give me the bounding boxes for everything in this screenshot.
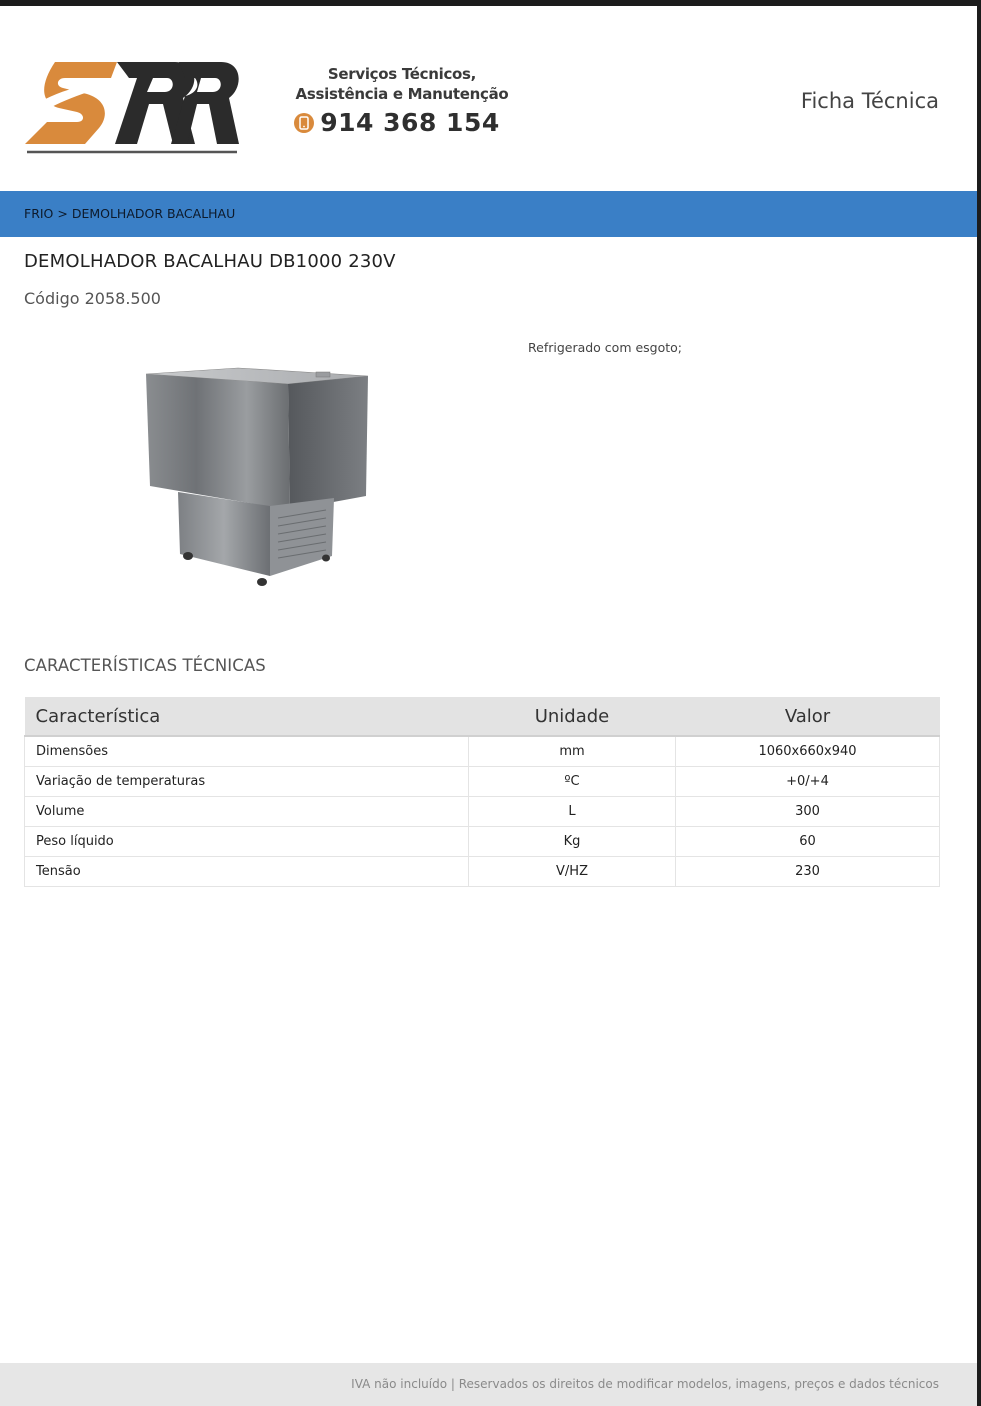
column-header-value: Valor	[676, 697, 940, 736]
company-logo	[25, 56, 241, 156]
table-row	[25, 797, 940, 827]
cell-value: +0/+4	[676, 767, 940, 797]
table-row	[25, 827, 940, 857]
product-image	[140, 358, 376, 588]
right-border	[977, 0, 981, 1406]
cell-unit: V/HZ	[469, 857, 676, 887]
table-row	[25, 767, 940, 797]
breadcrumb-bar	[0, 191, 977, 237]
cell-feature: Variação de temperaturas	[25, 767, 469, 797]
phone-icon	[294, 113, 314, 133]
specs-section-title: CARACTERÍSTICAS TÉCNICAS	[24, 656, 266, 675]
product-title: DEMOLHADOR BACALHAU DB1000 230V	[24, 251, 396, 272]
cell-value: 1060x660x940	[676, 736, 940, 767]
product-description: Refrigerado com esgoto;	[528, 340, 683, 355]
cell-unit: ºC	[469, 767, 676, 797]
column-header-feature: Característica	[25, 697, 469, 736]
tagline-line-2: Assistência e Manutenção	[295, 85, 509, 103]
cell-value: 300	[676, 797, 940, 827]
document-type-title: Ficha Técnica	[800, 89, 939, 113]
table-row	[25, 736, 940, 767]
document-page	[0, 6, 977, 1406]
tagline-line-1: Serviços Técnicos,	[327, 65, 477, 83]
cell-unit: L	[469, 797, 676, 827]
cell-feature: Volume	[25, 797, 469, 827]
table-row	[25, 857, 940, 887]
column-header-unit: Unidade	[469, 697, 676, 736]
product-code: Código 2058.500	[24, 289, 161, 308]
breadcrumb: FRIO > DEMOLHADOR BACALHAU	[24, 206, 236, 221]
phone-number: 914 368 154	[320, 108, 500, 137]
cell-feature: Tensão	[25, 857, 469, 887]
phone-contact	[278, 108, 516, 137]
cell-unit: Kg	[469, 827, 676, 857]
company-tagline	[288, 64, 516, 137]
footer-disclaimer: IVA não incluído | Reservados os direitos de modificar modelos, imagens, preços e dados técnicos	[351, 1377, 939, 1391]
cell-unit: mm	[469, 736, 676, 767]
cell-feature: Dimensões	[25, 736, 469, 767]
table-header-row	[25, 697, 940, 736]
cell-value: 60	[676, 827, 940, 857]
specs-table	[24, 697, 940, 887]
page-footer	[0, 1363, 977, 1406]
cell-feature: Peso líquido	[25, 827, 469, 857]
cell-value: 230	[676, 857, 940, 887]
